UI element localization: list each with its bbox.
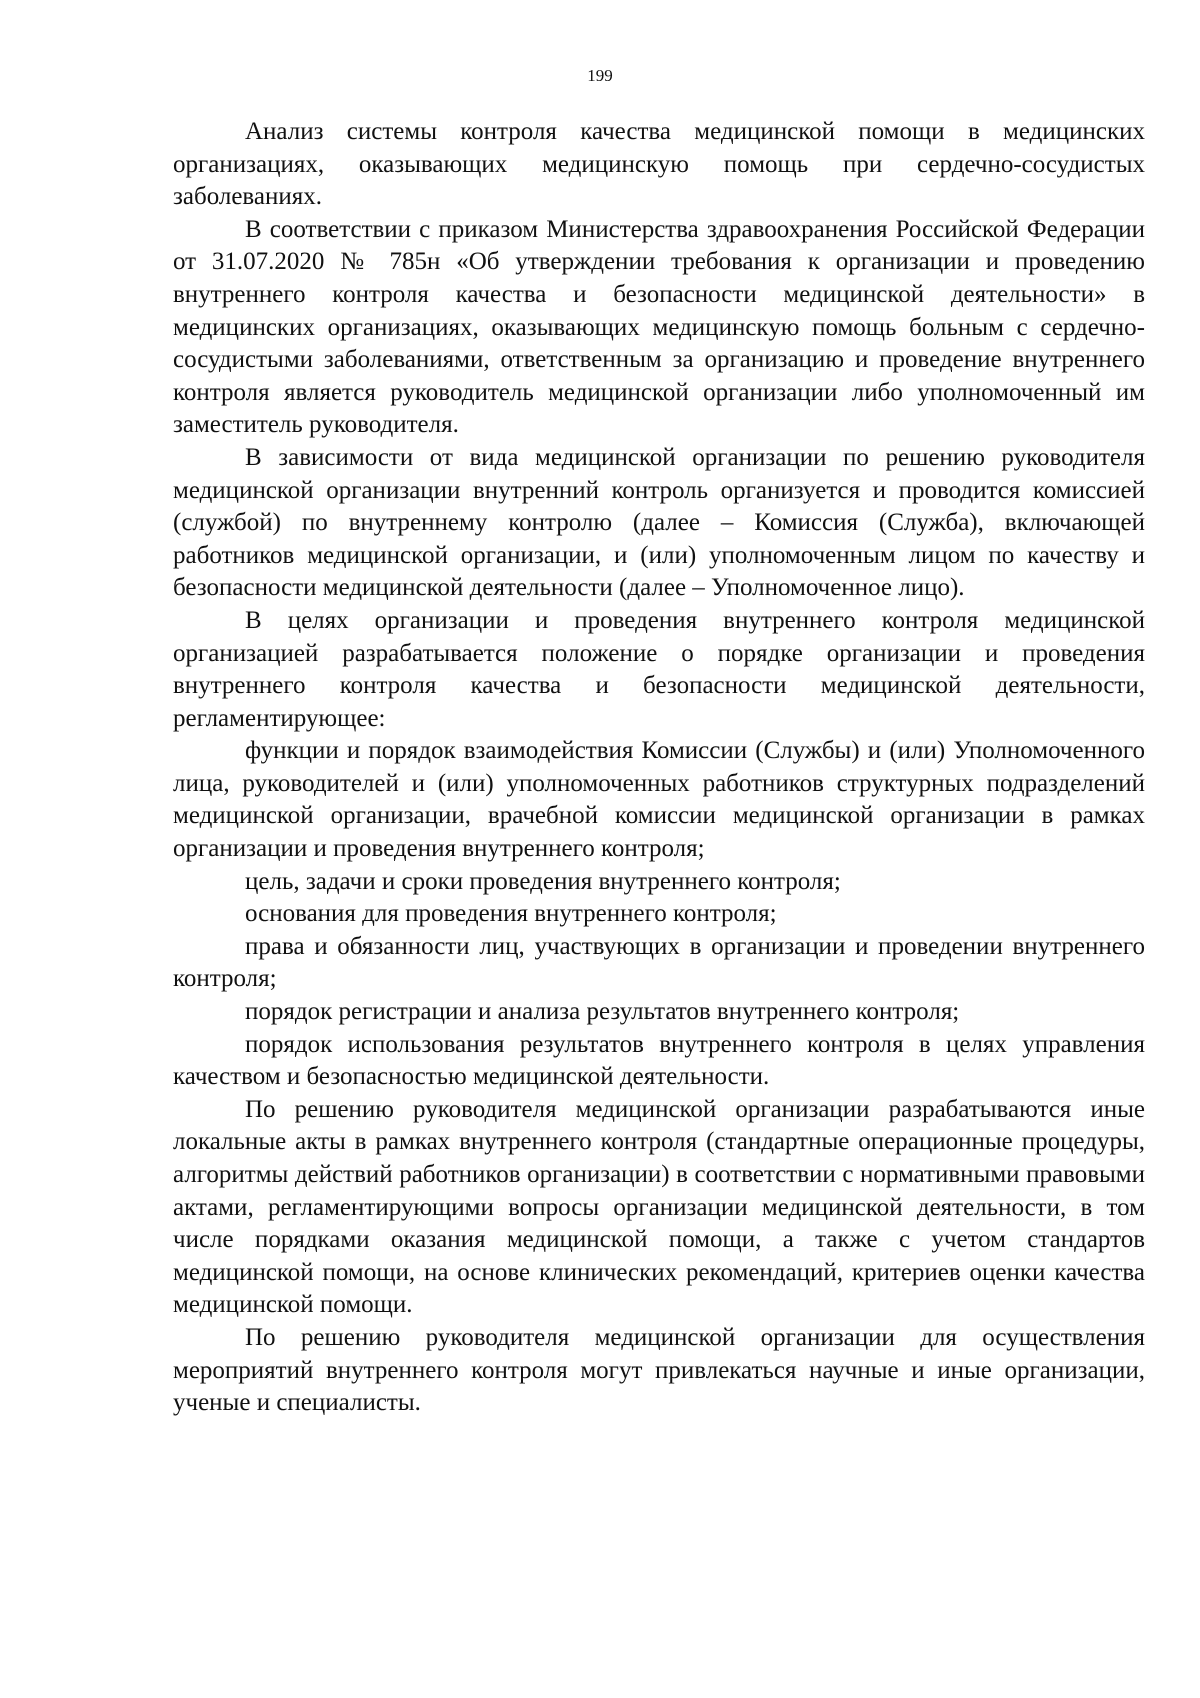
list-item-goals: цель, задачи и сроки проведения внутреннего контроля; xyxy=(245,867,841,895)
list-item-usage: порядок использования результатов внутреннего контроля в целях управления качеством и безопасностью медицинской деятельности. xyxy=(173,1030,1145,1091)
paragraph-commission: В зависимости от вида медицинской организации по решению руководителя медицинской организации внутренний контроль организуется и проводится комиссией (службой) по внутреннему контролю (далее – Комиссия (Служба), включающей работников медицинской организации, и (или) уполномоченным лицом по качеству и безопасности медицинской деятельности (далее – Уполномоченное лицо). xyxy=(173,443,1145,602)
paragraph-local-acts: По решению руководителя медицинской организации разрабатываются иные локальные акты в рамках внутреннего контроля (стандартные операционные процедуры, алгоритмы действий работников организации) в соответствии с нормативными правовыми актами, регламентирующими вопросы организации медицинской деятельности, в том числе порядками оказания медицинской помощи, а также с учетом стандартов медицинской помощи, на основе клинических рекомендаций, критериев оценки качества медицинской помощи. xyxy=(173,1095,1145,1319)
list-item-functions: функции и порядок взаимодействия Комиссии (Службы) и (или) Уполномоченного лица, руководителей и (или) уполномоченных работников структурных подразделений медицинской организации, врачебной комиссии медицинской организации в рамках организации и проведения внутреннего контроля; xyxy=(173,737,1145,863)
paragraph-external-organizations: По решению руководителя медицинской организации для осуществления мероприятий внутреннего контроля могут привлекаться научные и иные организации, ученые и специалисты. xyxy=(173,1323,1145,1417)
paragraph-heading-analysis: Анализ системы контроля качества медицинской помощи в медицинских организациях, оказывающих медицинскую помощь при сердечно-сосудистых заболеваниях. xyxy=(173,118,1145,211)
paragraph-order-785n: В соответствии с приказом Министерства здравоохранения Российской Федерации от 31.07.2020 № 785н «Об утверждении требования к организации и проведению внутреннего контроля качества и безопасности медицинской деятельности» в медицинских организациях, оказывающих медицинскую помощь больным с сердечно-сосудистыми заболеваниями, ответственным за организацию и проведение внутреннего контроля является руководитель медицинской организации либо уполномоченный им заместитель руководителя. xyxy=(173,215,1145,439)
paragraph-regulation: В целях организации и проведения внутреннего контроля медицинской организацией разрабатывается положение о порядке организации и проведения внутреннего контроля качества и безопасности медицинской деятельности, регламентирующее: xyxy=(173,606,1145,732)
page-number: 199 xyxy=(587,66,613,85)
list-item-registration: порядок регистрации и анализа результатов внутреннего контроля; xyxy=(245,998,960,1026)
list-item-grounds: основания для проведения внутреннего контроля; xyxy=(245,900,777,928)
document-body xyxy=(173,116,1145,1420)
list-item-rights: права и обязанности лиц, участвующих в организации и проведении внутреннего контроля; xyxy=(173,932,1145,993)
